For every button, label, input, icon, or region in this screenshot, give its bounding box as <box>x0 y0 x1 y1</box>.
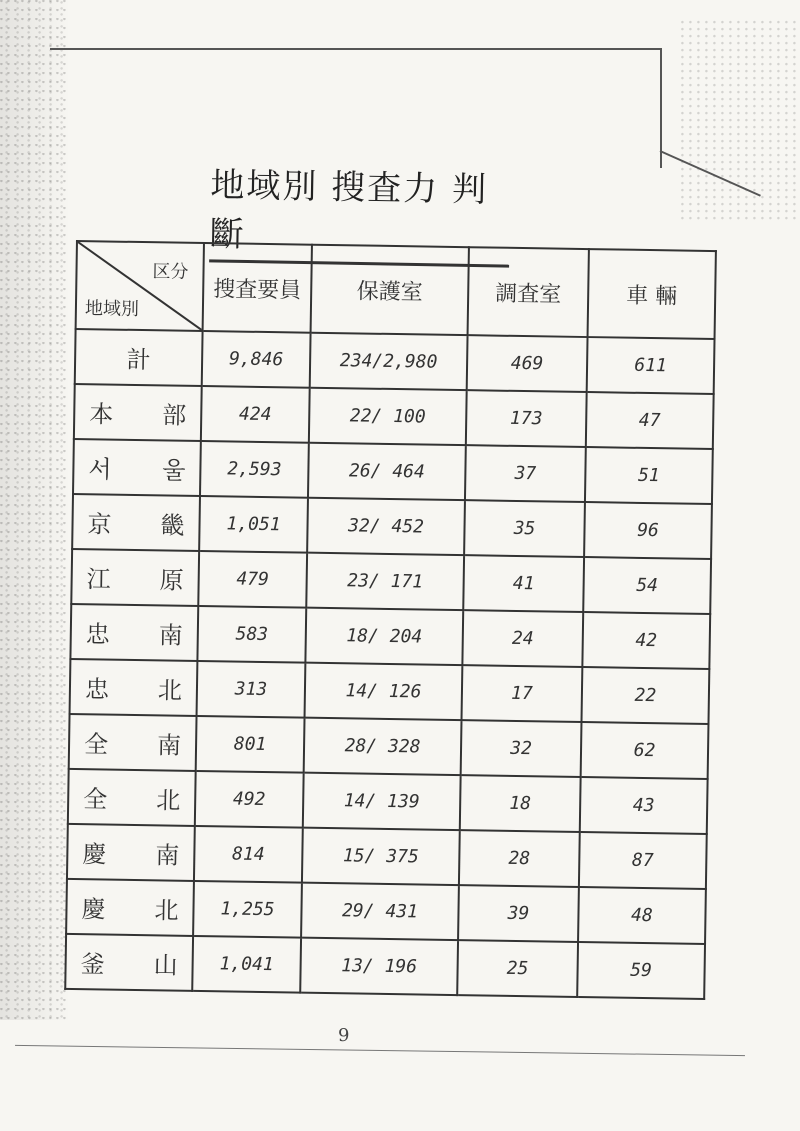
table-row <box>72 494 712 559</box>
value-cell-c3: 41 <box>463 555 584 612</box>
region-char-first: 忠 <box>84 675 110 704</box>
value-cell-c4: 42 <box>582 612 710 669</box>
region-cell <box>70 604 198 661</box>
value-cell-c1: 492 <box>195 771 304 828</box>
value-cell-c1: 9,846 <box>202 331 311 388</box>
header-interrogation-room: 調査室 <box>468 247 589 337</box>
value-cell-c4: 47 <box>586 392 714 449</box>
value-cell-c1: 1,255 <box>193 881 302 938</box>
region-char-second: 울 <box>161 456 186 485</box>
value-cell-c1: 583 <box>197 606 306 663</box>
region-char-first: 本 <box>89 400 114 429</box>
table-row <box>67 824 707 889</box>
region-char-second: 北 <box>154 896 179 925</box>
region-char-first: 釜 <box>80 950 105 979</box>
value-cell-c2: 29/ 431 <box>301 883 459 940</box>
region-char-second: 北 <box>155 786 181 815</box>
value-cell-c4: 43 <box>580 777 708 834</box>
region-char-first: 서 <box>88 455 112 484</box>
value-cell-c2: 18/ 204 <box>305 608 463 665</box>
value-cell-c4: 611 <box>587 337 715 394</box>
region-char-first: 全 <box>83 730 109 759</box>
region-char-first: 忠 <box>85 620 111 649</box>
value-cell-c2: 13/ 196 <box>300 938 458 995</box>
region-cell <box>71 549 199 606</box>
value-cell-c4: 51 <box>585 447 713 504</box>
value-cell-c3: 173 <box>466 390 587 447</box>
value-cell-c3: 18 <box>460 775 581 832</box>
value-cell-c3: 39 <box>458 885 579 942</box>
table-row <box>69 714 709 779</box>
value-cell-c2: 32/ 452 <box>307 498 465 555</box>
region-cell <box>70 659 198 716</box>
corner-top-label: 区分 <box>152 261 189 283</box>
value-cell-c2: 14/ 139 <box>303 773 461 830</box>
data-table-wrapper <box>64 240 717 1000</box>
region-char-second: 南 <box>156 731 182 760</box>
table-row <box>74 384 714 449</box>
region-cell <box>72 494 200 551</box>
value-cell-c1: 2,593 <box>200 441 309 498</box>
value-cell-c4: 87 <box>579 832 707 889</box>
value-cell-c3: 469 <box>467 335 588 392</box>
region-char-second: 北 <box>157 676 183 705</box>
value-cell-c3: 32 <box>461 720 582 777</box>
table-header-row <box>76 241 716 339</box>
value-cell-c1: 1,041 <box>192 936 301 993</box>
region-char-second: 原 <box>159 566 184 595</box>
value-cell-c4: 48 <box>578 887 706 944</box>
region-char-first: 全 <box>82 785 108 814</box>
table-row <box>68 769 708 834</box>
value-cell-c1: 814 <box>194 826 303 883</box>
table-row <box>71 549 711 614</box>
scan-noise-right <box>680 20 800 220</box>
table-row <box>73 439 713 504</box>
footer-rule <box>15 1045 745 1056</box>
value-cell-c2: 22/ 100 <box>309 388 467 445</box>
region-char-second: 山 <box>153 951 178 980</box>
region-char-second: 部 <box>162 401 187 430</box>
value-cell-c4: 62 <box>581 722 709 779</box>
region-char-first: 江 <box>86 565 111 594</box>
value-cell-c2: 234/2,980 <box>310 333 468 390</box>
value-cell-c4: 22 <box>581 667 709 724</box>
value-cell-c3: 17 <box>462 665 583 722</box>
value-cell-c1: 313 <box>197 661 306 718</box>
region-char-first: 計 <box>126 345 151 375</box>
region-cell <box>66 879 194 936</box>
value-cell-c4: 96 <box>584 502 712 559</box>
table-row <box>70 659 710 724</box>
search-capacity-table <box>64 240 717 1000</box>
corner-bottom-label: 地域別 <box>84 298 140 320</box>
page-title: 地域別 搜査力 判斷 <box>209 157 511 267</box>
region-cell <box>65 934 193 991</box>
table-row <box>65 934 705 999</box>
value-cell-c3: 35 <box>464 500 585 557</box>
value-cell-c1: 479 <box>198 551 307 608</box>
header-vehicles: 車 輛 <box>588 249 716 339</box>
table-row <box>70 604 710 669</box>
value-cell-c2: 28/ 328 <box>304 718 462 775</box>
value-cell-c4: 54 <box>583 557 711 614</box>
value-cell-c1: 1,051 <box>199 496 308 553</box>
region-char-second: 南 <box>158 621 184 650</box>
region-char-first: 慶 <box>81 895 106 924</box>
region-char-second: 南 <box>155 841 180 870</box>
value-cell-c1: 424 <box>201 386 310 443</box>
header-investigators: 搜査要員 <box>203 243 312 333</box>
value-cell-c2: 15/ 375 <box>302 828 460 885</box>
scan-noise-left <box>0 0 70 1020</box>
region-cell <box>74 384 202 441</box>
value-cell-c4: 59 <box>577 942 705 999</box>
region-char-second: 畿 <box>160 511 185 540</box>
value-cell-c3: 24 <box>462 610 583 667</box>
region-cell <box>67 824 195 881</box>
value-cell-c3: 37 <box>465 445 586 502</box>
value-cell-c2: 23/ 171 <box>306 553 464 610</box>
value-cell-c3: 25 <box>457 940 578 997</box>
header-protection-room: 保護室 <box>311 245 469 335</box>
region-char-first: 京 <box>87 510 112 539</box>
value-cell-c2: 14/ 126 <box>305 663 463 720</box>
region-char-first: 慶 <box>82 840 107 869</box>
region-cell <box>68 769 196 826</box>
page-number: 9 <box>338 1025 350 1046</box>
table-row <box>75 329 715 394</box>
corner-header-cell <box>76 241 204 331</box>
value-cell-c3: 28 <box>459 830 580 887</box>
table-row <box>66 879 706 944</box>
region-cell <box>73 439 201 496</box>
region-cell <box>69 714 197 771</box>
value-cell-c1: 801 <box>196 716 305 773</box>
region-cell <box>75 329 203 386</box>
value-cell-c2: 26/ 464 <box>308 443 466 500</box>
page-border-top <box>50 48 660 50</box>
